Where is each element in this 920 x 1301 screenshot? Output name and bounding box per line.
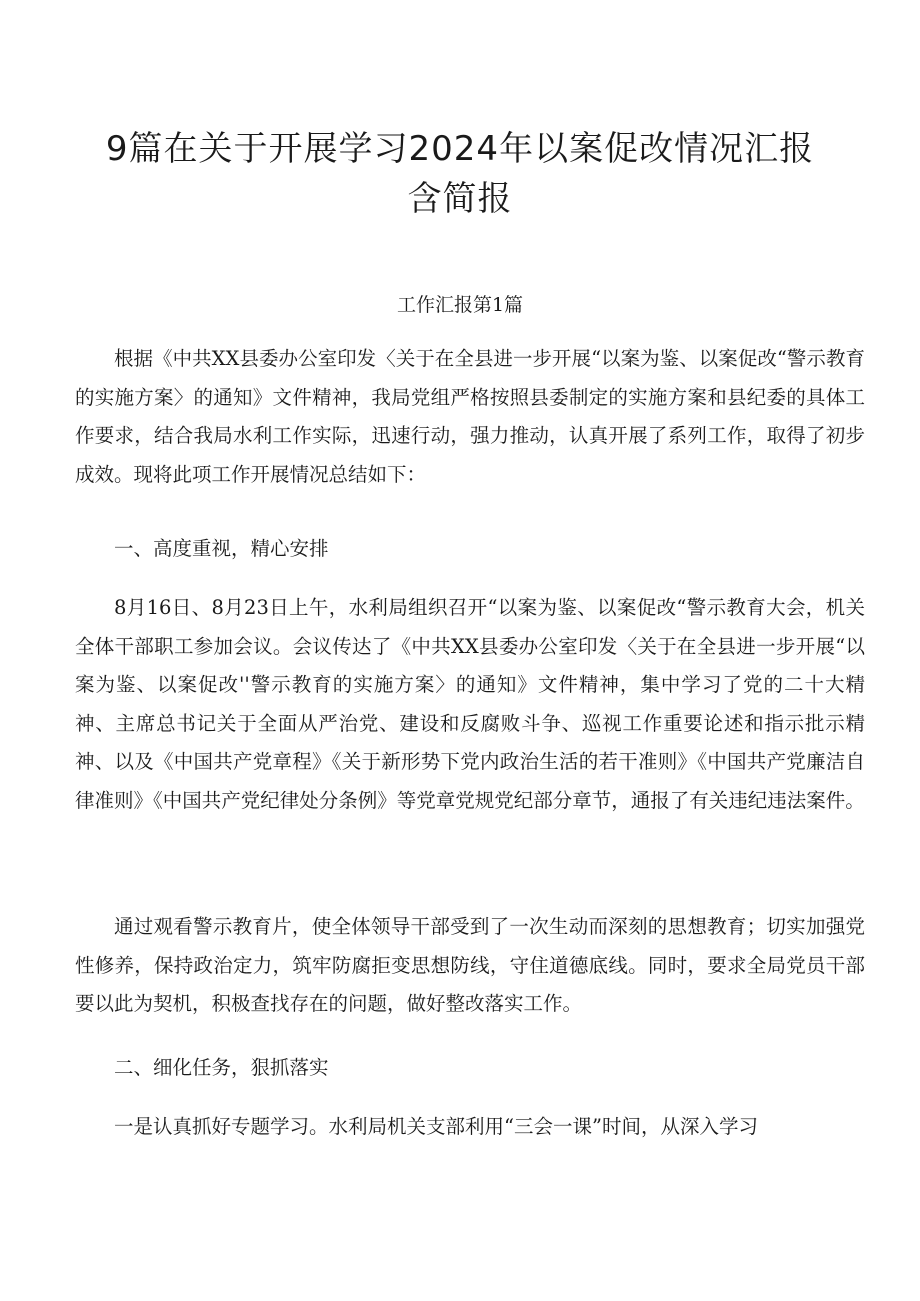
document-subtitle: 工作汇报第1篇 [396,294,524,316]
document-title: 9篇在关于开展学习2024年以案促改情况汇报含简报 [105,129,815,219]
section-1-paragraph-1: 8月16日、8月23日上午，水利局组织召开“以案为鉴、以案促改“警示教育大会，机关全体干部职工参加会议。会议传达了《中共XX县委办公室印发〈关于在全县进一步开展“以案为鉴、以案促改''警示教育的实施方案〉的通知》文件精神，集中学习了党的二十大精神、主席总书记关于全面从严治党、建设和反腐败斗争、巡视工作重要论述和指示批示精神、以及《中国共产党章程》《关于新形势下党内政治生活的若干准则》《中国共产党廉洁自律准则》《中国共产党纪律处分条例》等党章党规党纪部分章节，通报了有关违纪违法案件。 [75,596,865,812]
section-1-heading: 一、高度重视，精心安排 [114,537,329,560]
section-1-paragraph-2: 通过观看警示教育片，使全体领导干部受到了一次生动而深刻的思想教育；切实加强党性修养，保持政治定力，筑牢防腐拒变思想防线，守住道德底线。同时，要求全局党员干部要以此为契机，积极查找存在的问题，做好整改落实工作。 [75,915,865,1015]
intro-paragraph: 根据《中共XX县委办公室印发〈关于在全县进一步开展“以案为鉴、以案促改“警示教育的实施方案〉的通知》文件精神，我局党组严格按照县委制定的实施方案和县纪委的具体工作要求，结合我局水利工作实际，迅速行动，强力推动，认真开展了系列工作，取得了初步成效。现将此项工作开展情况总结如下： [75,347,865,486]
section-2-heading: 二、细化任务，狠抓落实 [114,1056,329,1079]
section-2-paragraph-1: 一是认真抓好专题学习。水利局机关支部利用“三会一课”时间，从深入学习 [114,1115,758,1138]
